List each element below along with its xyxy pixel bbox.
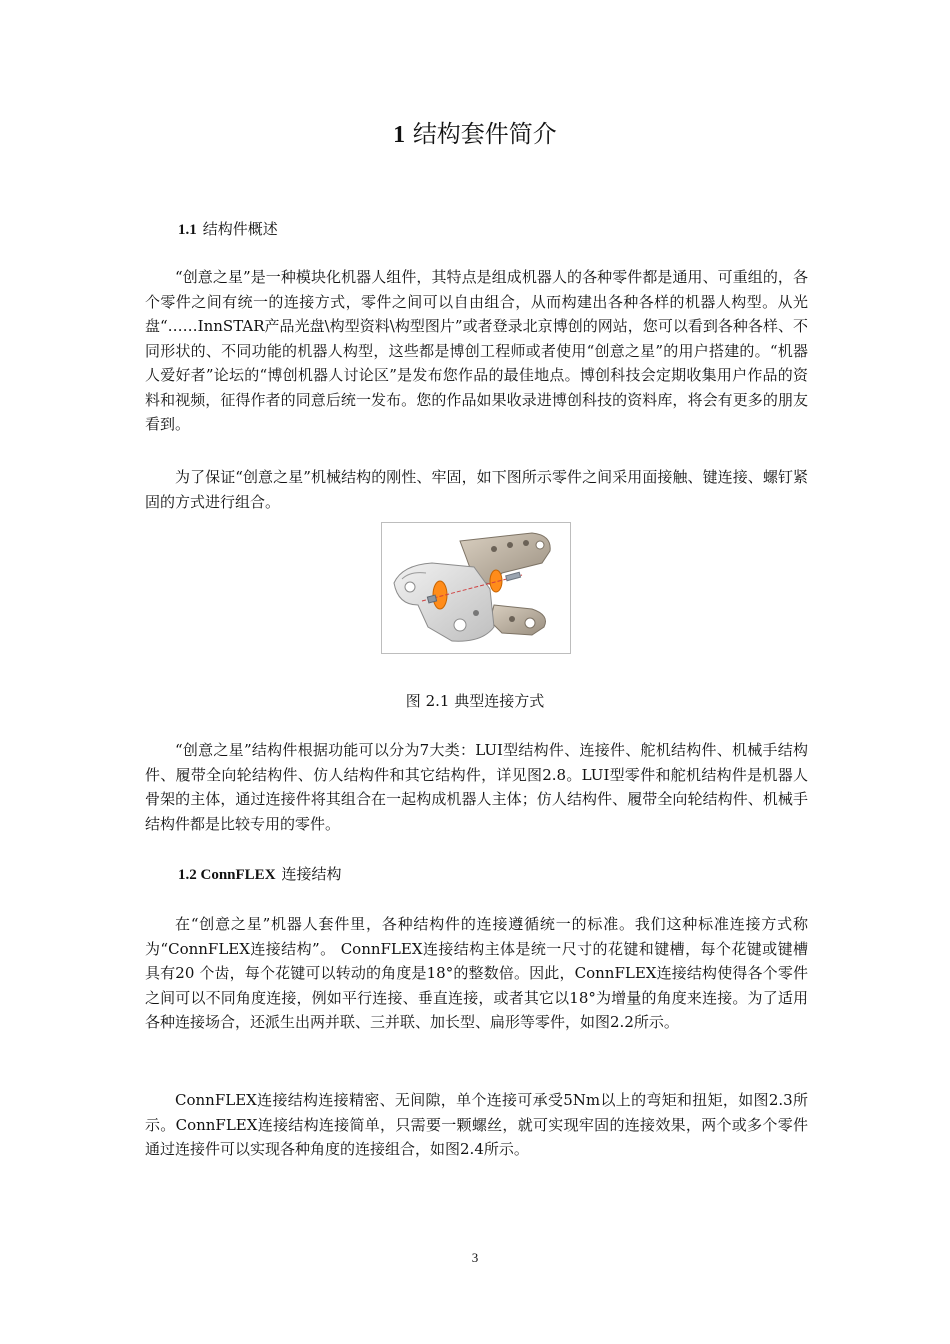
section-title: 连接结构 [281,865,342,883]
chapter-title [0,118,950,151]
figure-typical-connection [381,522,571,654]
connection-parts-illustration [382,523,570,653]
paragraph-connflex-strength: ConnFLEX连接结构连接精密、无间隙，单个连接可承受5Nm以上的弯矩和扭矩，如图2.3所示。ConnFLEX连接结构连接简单，只需要一颗螺丝，就可实现牢固的连接效果，两个或多个零件通过连接件可以实现各种角度的连接组合，如图2.4所示。 [145,1091,808,1158]
chapter-title-text: 结构套件简介 [412,120,557,148]
paragraph-connection-method: 为了保证“创意之星”机械结构的刚性、牢固，如下图所示零件之间采用面接触、键连接、螺钉紧固的方式进行组合。 [145,468,808,511]
paragraph-connflex: 在“创意之星”机器人套件里，各种结构件的连接遵循统一的标准。我们这种标准连接方式称为“ConnFLEX连接结构”。 ConnFLEX连接结构主体是统一尺寸的花键和键槽，每个花键或键槽具有20 个齿，每个花键可以转动的角度是18°的整数倍。因此，ConnFLEX连接结构使得各个零件之间可以不同角度连接，例如平行连接、垂直连接，或者其它以18°为增量的角度来连接。为了适用各种连接场合，还派生出两并联、三并联、加长型、扁形等零件，如图2.2所示。 [145,915,808,1031]
chapter-number: 1 [393,122,406,148]
section-number: 1.1 [178,222,197,238]
section-heading-1-1 [178,218,278,241]
paragraph-categories: “创意之星”结构件根据功能可以分为7大类：LUI型结构件、连接件、舵机结构件、机械手结构件、履带全向轮结构件、仿人结构件和其它结构件，详见图2.8。LUI型零件和舵机结构件是机器人骨架的主体，通过连接件将其组合在一起构成机器人主体；仿人结构件、履带全向轮结构件、机械手结构件都是比较专用的零件。 [145,741,808,833]
section-heading-1-2 [178,863,342,886]
figure-caption: 图 2.1 典型连接方式 [405,692,545,710]
section-title: 结构件概述 [202,220,278,238]
page-number: 3 [471,1250,479,1265]
paragraph-overview: “创意之星”是一种模块化机器人组件，其特点是组成机器人的各种零件都是通用、可重组的，各个零件之间有统一的连接方式，零件之间可以自由组合，从而构建出各种各样的机器人构型。从光盘“……InnSTAR产品光盘\构型资料\构型图片”或者登录北京博创的网站，您可以看到各种各样、不同形状的、不同功能的机器人构型，这些都是博创工程师或者使用“创意之星”的用户搭建的。“机器人爱好者”论坛的“博创机器人讨论区”是发布您作品的最佳地点。博创科技会定期收集用户作品的资料和视频，征得作者的同意后统一发布。您的作品如果收录进博创科技的资料库，将会有更多的朋友看到。 [145,268,808,433]
section-number: 1.2 ConnFLEX [178,867,276,883]
